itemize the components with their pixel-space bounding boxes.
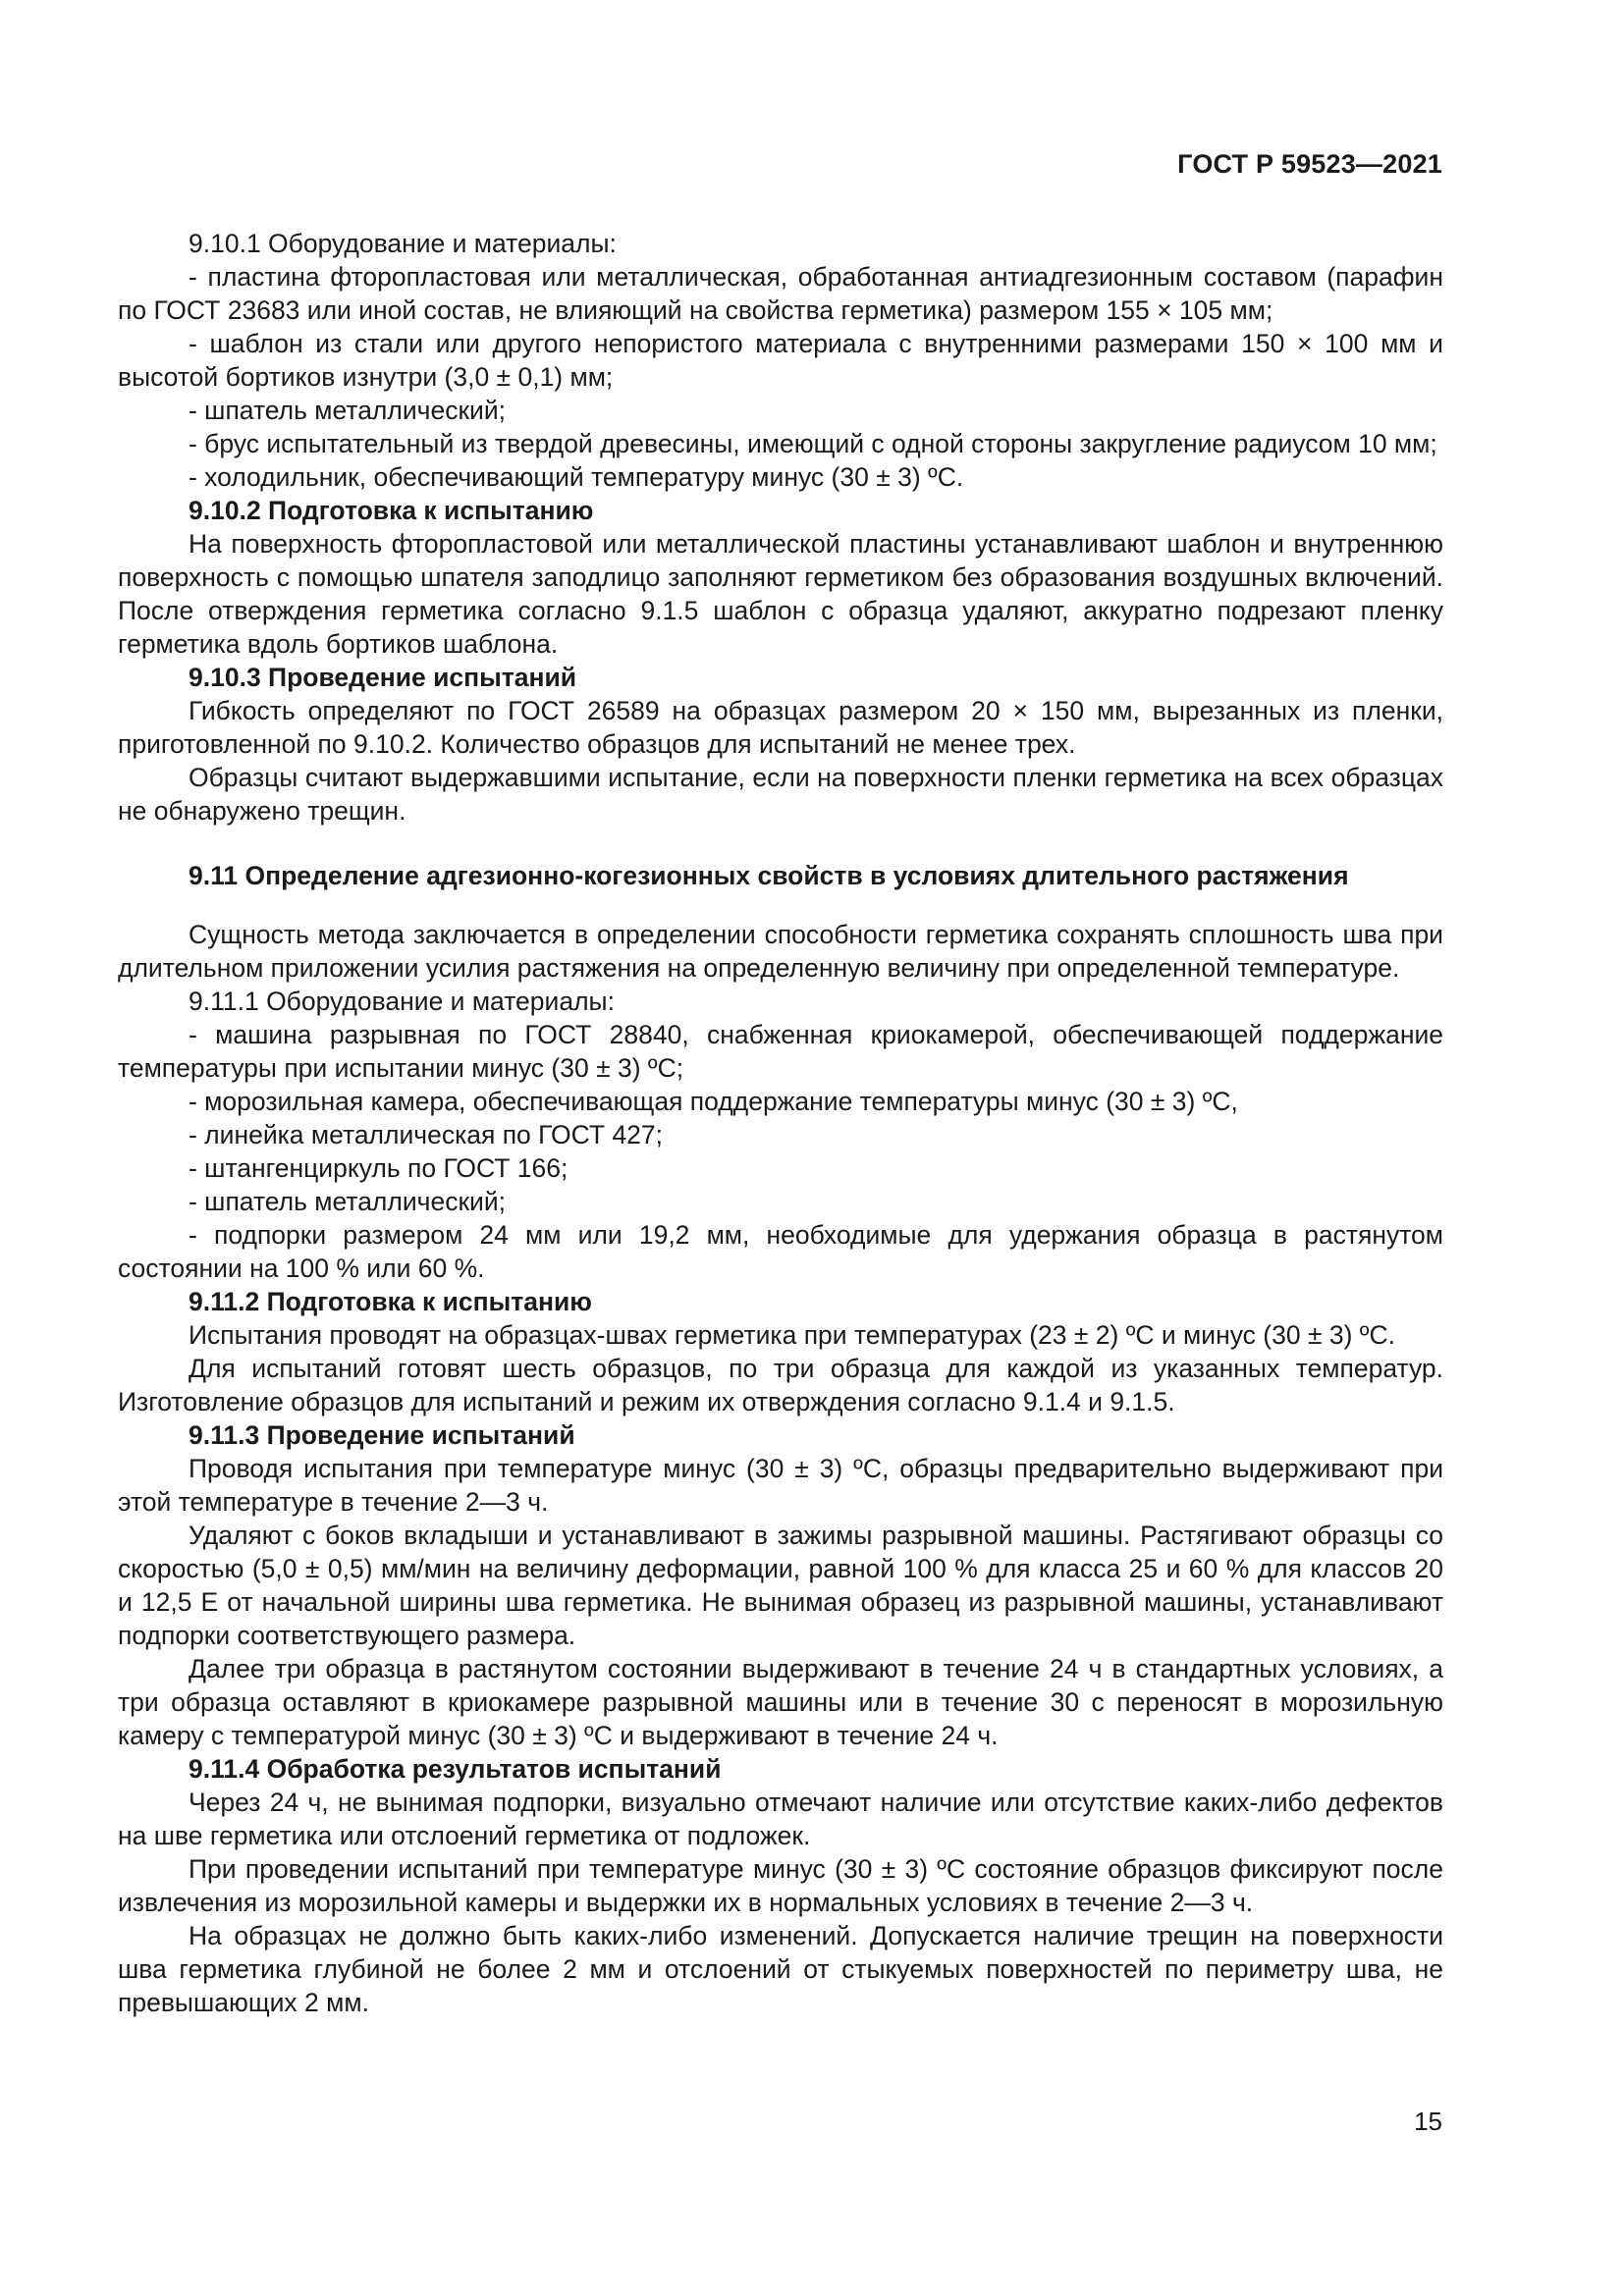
list-item: - линейка металлическая по ГОСТ 427; [189,1120,664,1149]
list-item: - холодильник, обеспечивающий температуру минус (30 ± 3) ºС. [189,462,964,492]
page-number: 15 [1414,2107,1442,2136]
list-item: - подпорки размером 24 мм или 19,2 мм, необходимые для удержания образца в растянутом состоянии на 100 % или 60 %. [118,1220,1443,1283]
paragraph: Испытания проводят на образцах-швах герметика при температурах (23 ± 2) ºС и минус (30 ± 3) ºС. [189,1320,1395,1350]
list-item: - машина разрывная по ГОСТ 28840, снабженная криокамерой, обеспечивающей поддержание температуры при испытании минус (30 ± 3) ºС; [118,1020,1443,1083]
document-code: ГОСТ Р 59523—2021 [1177,149,1442,179]
list-item: - морозильная камера, обеспечивающая поддержание температуры минус (30 ± 3) ºС, [189,1087,1238,1116]
clause-9-11-3-title: 9.11.3 Проведение испытаний [189,1420,575,1450]
clause-9-10-1-title: 9.10.1 Оборудование и материалы: [189,229,617,258]
paragraph: Для испытаний готовят шесть образцов, по три образца для каждой из указанных температур. Изготовление образцов для испытаний и режим их отверждения согласно 9.1.4 и 9.1.5. [118,1354,1443,1416]
section-9-11-title: 9.11 Определение адгезионно-когезионных свойств в условиях длительного растяжения [189,861,1349,890]
page-content [118,227,1443,2019]
paragraph: При проведении испытаний при температуре минус (30 ± 3) ºС состояние образцов фиксируют после извлечения из морозильной камеры и выдержки их в нормальных условиях в течение 2—3 ч. [118,1854,1443,1917]
list-item: - пластина фторопластовая или металлическая, обработанная антиадгезионным составом (парафин по ГОСТ 23683 или иной состав, не влияющий на свойства герметика) размером 155 × 105 мм; [118,262,1443,325]
paragraph: На поверхность фторопластовой или металлической пластины устанавливают шаблон и внутреннюю поверхность с помощью шпателя заподлицо заполняют герметиком без образования воздушных включений. После отверждения герметика согласно 9.1.5 шаблон с образца удаляют, аккуратно подрезают пленку герметика вдоль бортиков шаблона. [118,529,1443,659]
clause-9-11-1-title: 9.11.1 Оборудование и материалы: [189,987,615,1016]
paragraph: Образцы считают выдержавшими испытание, если на поверхности пленки герметика на всех образцах не обнаружено трещин. [118,763,1443,826]
list-item: - шаблон из стали или другого непористого материала с внутренними размерами 150 × 100 мм и высотой бортиков изнутри (3,0 ± 0,1) мм; [118,329,1443,392]
paragraph: Сущность метода заключается в определении способности герметика сохранять сплошность шва при длительном приложении усилия растяжения на определенную величину при определенной температуре. [118,920,1443,983]
list-item: - шпатель металлический; [189,396,507,425]
paragraph: Удаляют с боков вкладыши и устанавливают в зажимы разрывной машины. Растягивают образцы со скоростью (5,0 ± 0,5) мм/мин на величину деформации, равной 100 % для класса 25 и 60 % для классов 20 и 12,5 Е от начальной ширины шва герметика. Не вынимая образец из разрывной машины, устанавливают подпорки соответствующего размера. [118,1521,1443,1650]
paragraph: На образцах не должно быть каких-либо изменений. Допускается наличие трещин на поверхности шва герметика глубиной не более 2 мм и отслоений от стыкуемых поверхностей по периметру шва, не превышающих 2 мм. [118,1921,1443,2017]
clause-9-10-2-title: 9.10.2 Подготовка к испытанию [189,496,594,525]
paragraph: Проводя испытания при температуре минус (30 ± 3) ºС, образцы предварительно выдерживают при этой температуре в течение 2—3 ч. [118,1454,1443,1517]
paragraph: Гибкость определяют по ГОСТ 26589 на образцах размером 20 × 150 мм, вырезанных из пленки, приготовленной по 9.10.2. Количество образцов для испытаний не менее трех. [118,696,1443,759]
list-item: - шпатель металлический; [189,1187,507,1216]
list-item: - штангенциркуль по ГОСТ 166; [189,1153,568,1183]
clause-9-11-2-title: 9.11.2 Подготовка к испытанию [189,1287,592,1316]
paragraph: Через 24 ч, не вынимая подпорки, визуально отмечают наличие или отсутствие каких-либо дефектов на шве герметика или отслоений герметика от подложек. [118,1788,1443,1850]
clause-9-10-3-title: 9.10.3 Проведение испытаний [189,663,577,692]
paragraph: Далее три образца в растянутом состоянии выдерживают в течение 24 ч в стандартных условиях, а три образца оставляют в криокамере разрывной машины или в течение 30 с переносят в морозильную камеру с температурой минус (30 ± 3) ºС и выдерживают в течение 24 ч. [118,1654,1443,1750]
list-item: - брус испытательный из твердой древесины, имеющий с одной стороны закругление радиусом 10 мм; [189,429,1437,458]
clause-9-11-4-title: 9.11.4 Обработка результатов испытаний [189,1754,722,1784]
